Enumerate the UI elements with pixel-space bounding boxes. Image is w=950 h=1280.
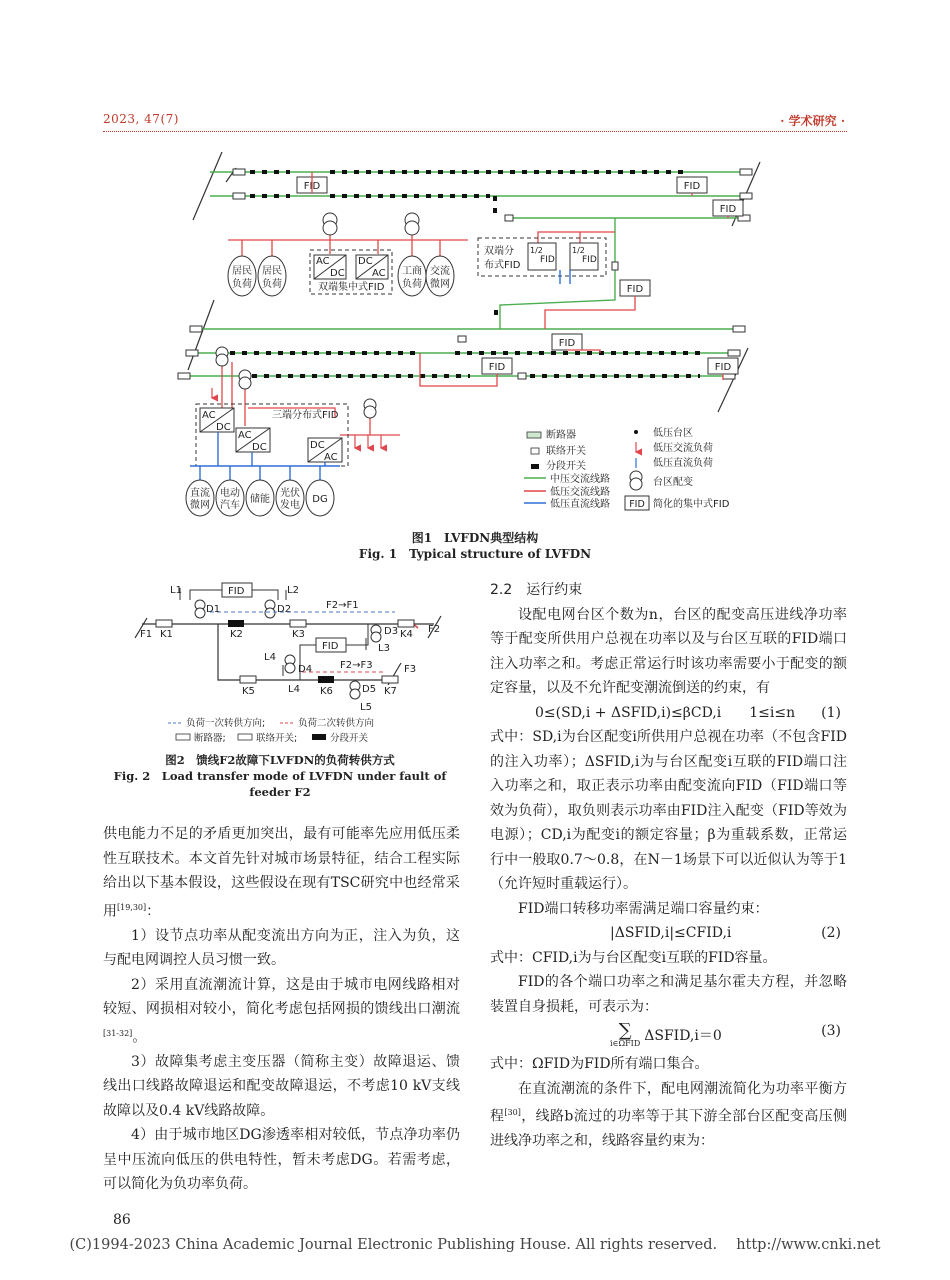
- load-label: 负荷: [262, 279, 282, 290]
- legend-item: 分段开关: [330, 733, 369, 744]
- assumption-4: 4）由于城市地区DG渗透率相对较低，节点净功率仍呈中压流向低压的供电特性，暂未考虑DG。若需考虑，可以简化为负功率负荷。: [103, 1127, 460, 1193]
- paragraph: FID端口转移功率需满足端口容量约束：: [518, 900, 769, 917]
- assumption-1: 1）设节点功率从配变流出方向为正，注入为负，这与配电网调控人员习惯一致。: [103, 927, 460, 969]
- fid-label: FID: [683, 181, 701, 192]
- paragraph: 式中：SD,i为台区配变i所供用户总视在功率（不包含FID的注入功率）；ΔSFID,i为与台区配变i互联的FID端口注入功率之和，取正表示功率由配变流向FID（FID端口等效为负荷），取负则表示功率由FID注入配变（FID等效为电源）；CD,i为配变i的额定容量；β为重载系数，正常运行中一般取0.7～0.8，在N－1场景下可以近似认为等于1（允许短时重载运行）。: [490, 729, 847, 892]
- switch-K6: K6: [320, 686, 333, 697]
- paragraph: 式中：CFID,i为与台区配变i互联的FID容量。: [490, 949, 777, 966]
- legend-item: 低压交流线路: [550, 487, 610, 498]
- legend-item: 联络开关: [546, 446, 586, 457]
- load-L1: L1: [170, 585, 182, 596]
- feeder-F3: F3: [404, 664, 417, 675]
- dual-distributed-label: 布式FID: [484, 260, 521, 271]
- fid-label: FID: [582, 255, 597, 265]
- legend-item: 断路器: [546, 430, 576, 441]
- dual-distributed-label: 双端分: [484, 246, 514, 257]
- legend-item: 低压直流线路: [550, 499, 610, 510]
- legend-item: 低压交流负荷: [653, 443, 713, 454]
- three-port-label: 三端分布式FID: [272, 410, 339, 421]
- load-label: 光伏: [280, 488, 300, 499]
- load-label: 电动: [220, 488, 240, 499]
- switch-K3: K3: [292, 629, 305, 640]
- fid-label: FID: [540, 255, 555, 265]
- fid-label: FID: [626, 284, 644, 295]
- paragraph: FID的各个端口功率之和满足基尔霍夫方程，并忽略装置自身损耗，可表示为：: [490, 974, 847, 1015]
- dc-label: DC: [358, 256, 373, 267]
- section-heading: 2.2 运行约束: [490, 582, 583, 598]
- figure-1-caption-cn: 图1 LVFDN典型结构: [411, 531, 539, 545]
- load-label: 交流: [430, 266, 450, 277]
- half-label: 1/2: [530, 246, 543, 255]
- legend-item: 负荷二次转供方向: [298, 718, 375, 729]
- load-label: DG: [312, 494, 328, 505]
- transformer-D3: D3: [384, 626, 399, 637]
- legend-item: 简化的集中式FID: [653, 499, 730, 510]
- transformer-D5: D5: [362, 684, 377, 695]
- figure-1-caption-en: Fig. 1 Typical structure of LVFDN: [358, 547, 592, 561]
- load-label: 发电: [280, 500, 300, 511]
- legend-item: 低压台区: [653, 428, 693, 439]
- figure-2-caption-en: Fig. 2 Load transfer mode of LVFDN under fault of: [113, 769, 447, 783]
- ac-label: AC: [372, 268, 386, 279]
- legend-item: 台区配变: [653, 477, 693, 488]
- header-divider: [103, 131, 847, 132]
- load-L5: L5: [360, 702, 372, 713]
- paragraph: 式中：ΩFID为FID所有端口集合。: [490, 1056, 709, 1072]
- equation-2: |ΔSFID,i|≤CFID,i (2): [610, 925, 841, 941]
- load-label: 微网: [190, 500, 210, 511]
- legend-item: 联络开关;: [256, 733, 298, 744]
- transfer-f2-f1: F2→F1: [326, 600, 359, 611]
- switch-K4: K4: [400, 629, 413, 640]
- load-label: 汽车: [220, 500, 240, 511]
- left-column: [103, 822, 460, 1197]
- paragraph: 在直流潮流的条件下，配电网潮流简化为功率平衡方程[30]，线路b流过的功率等于其下游全部台区配变高压侧进线净功率之和，线路容量约束为：: [490, 1080, 847, 1150]
- fid-label: FID: [719, 204, 737, 215]
- transfer-f2-f3: F2→F3: [340, 660, 373, 671]
- legend-item: 低压直流负荷: [653, 458, 713, 469]
- equation-3: ∑ i∈ΩFID ΔSFID,i＝0 (3): [610, 1020, 841, 1048]
- journal-issue: 2023, 47(7): [103, 112, 179, 126]
- paragraph: 供电能力不足的矛盾更加突出，最有可能率先应用低压柔性互联技术。本文首先针对城市场景特征，结合工程实际给出以下基本假设，这些假设在现有TSC研究中也经常采用[19,30]：: [103, 826, 460, 920]
- figure-2-caption-en-cont: feeder F2: [249, 785, 311, 799]
- transformer-D4: D4: [298, 664, 313, 675]
- load-label: 微网: [430, 279, 450, 290]
- legend-item: 负荷一次转供方向;: [186, 718, 266, 729]
- load-label: 工商: [402, 266, 422, 277]
- load-label: 居民: [232, 266, 252, 277]
- page-number: 86: [113, 1212, 131, 1228]
- load-label: 直流: [190, 488, 210, 499]
- switch-K1: K1: [160, 629, 173, 640]
- dc-label: DC: [310, 440, 325, 451]
- legend-item: 分段开关: [546, 461, 586, 472]
- fid-label: FID: [714, 362, 732, 373]
- fid-label: FID: [629, 499, 645, 510]
- assumption-3: 3）故障集考虑主变压器（简称主变）故障退运、馈线出口线路故障退运和配变故障退运，不考虑10 kV支线故障以及0.4 kV线路故障。: [103, 1053, 460, 1119]
- centralized-fid-label: 双端集中式FID: [318, 282, 385, 293]
- ac-label: AC: [316, 256, 330, 267]
- load-label: 储能: [250, 494, 270, 505]
- fid-label: FID: [558, 338, 576, 349]
- load-label: 负荷: [402, 279, 422, 290]
- figure-1-legend: [524, 426, 730, 510]
- dc-label: DC: [252, 442, 267, 453]
- ac-label: AC: [202, 410, 216, 421]
- right-column: [490, 578, 847, 1154]
- assumption-2: 2）采用直流潮流计算，这是由于城市电网线路相对较短、网损相对较小，简化考虑包括网损的馈线出口潮流[31-32]。: [103, 976, 460, 1046]
- fid-label: FID: [322, 641, 339, 652]
- load-label: 居民: [262, 266, 282, 277]
- load-label: 负荷: [232, 279, 252, 290]
- feeder-F2: F2: [428, 624, 441, 635]
- figure-1-diagram: [160, 148, 800, 526]
- load-L3: L3: [378, 643, 390, 654]
- figure-2-legend: [168, 717, 374, 744]
- label-L4b: L4: [288, 684, 300, 695]
- fid-label: FID: [488, 362, 506, 373]
- transformer-D2: D2: [277, 604, 292, 615]
- dc-label: DC: [330, 268, 345, 279]
- copyright-footer: (C)1994-2023 China Academic Journal Electronic Publishing House. All rights reserved. http://www.cnki.net: [69, 1237, 881, 1253]
- half-label: 1/2: [572, 246, 585, 255]
- feeder-F1: F1: [140, 629, 153, 640]
- load-L4: L4: [264, 652, 276, 663]
- legend-item: 中压交流线路: [550, 474, 610, 485]
- load-L2: L2: [287, 585, 299, 596]
- switch-K2: K2: [230, 629, 243, 640]
- figure-2-diagram: [128, 574, 458, 750]
- fid-label: FID: [303, 181, 321, 192]
- switch-K7: K7: [384, 686, 397, 697]
- transformer-D1: D1: [206, 604, 221, 615]
- ac-label: AC: [238, 430, 252, 441]
- dc-label: DC: [216, 422, 231, 433]
- switch-K5: K5: [242, 686, 255, 697]
- equation-1: 0≤(SD,i + ΔSFID,i)≤βCD,i 1≤i≤n (1): [535, 704, 841, 721]
- ac-label: AC: [324, 452, 338, 463]
- fid-label: FID: [228, 586, 245, 597]
- legend-item: 断路器;: [194, 733, 226, 744]
- figure-2-caption-cn: 图2 馈线F2故障下LVFDN的负荷转供方式: [165, 753, 395, 767]
- paragraph: 设配电网台区个数为n，台区的配变高压进线净功率等于配变所供用户总视在功率以及与台区互联的FID端口注入功率之和。考虑正常运行时该功率需要小于配变的额定容量，以及不允许配变潮流倒送的约束，有: [490, 606, 847, 696]
- section-tag: · 学术研究 ·: [780, 114, 845, 128]
